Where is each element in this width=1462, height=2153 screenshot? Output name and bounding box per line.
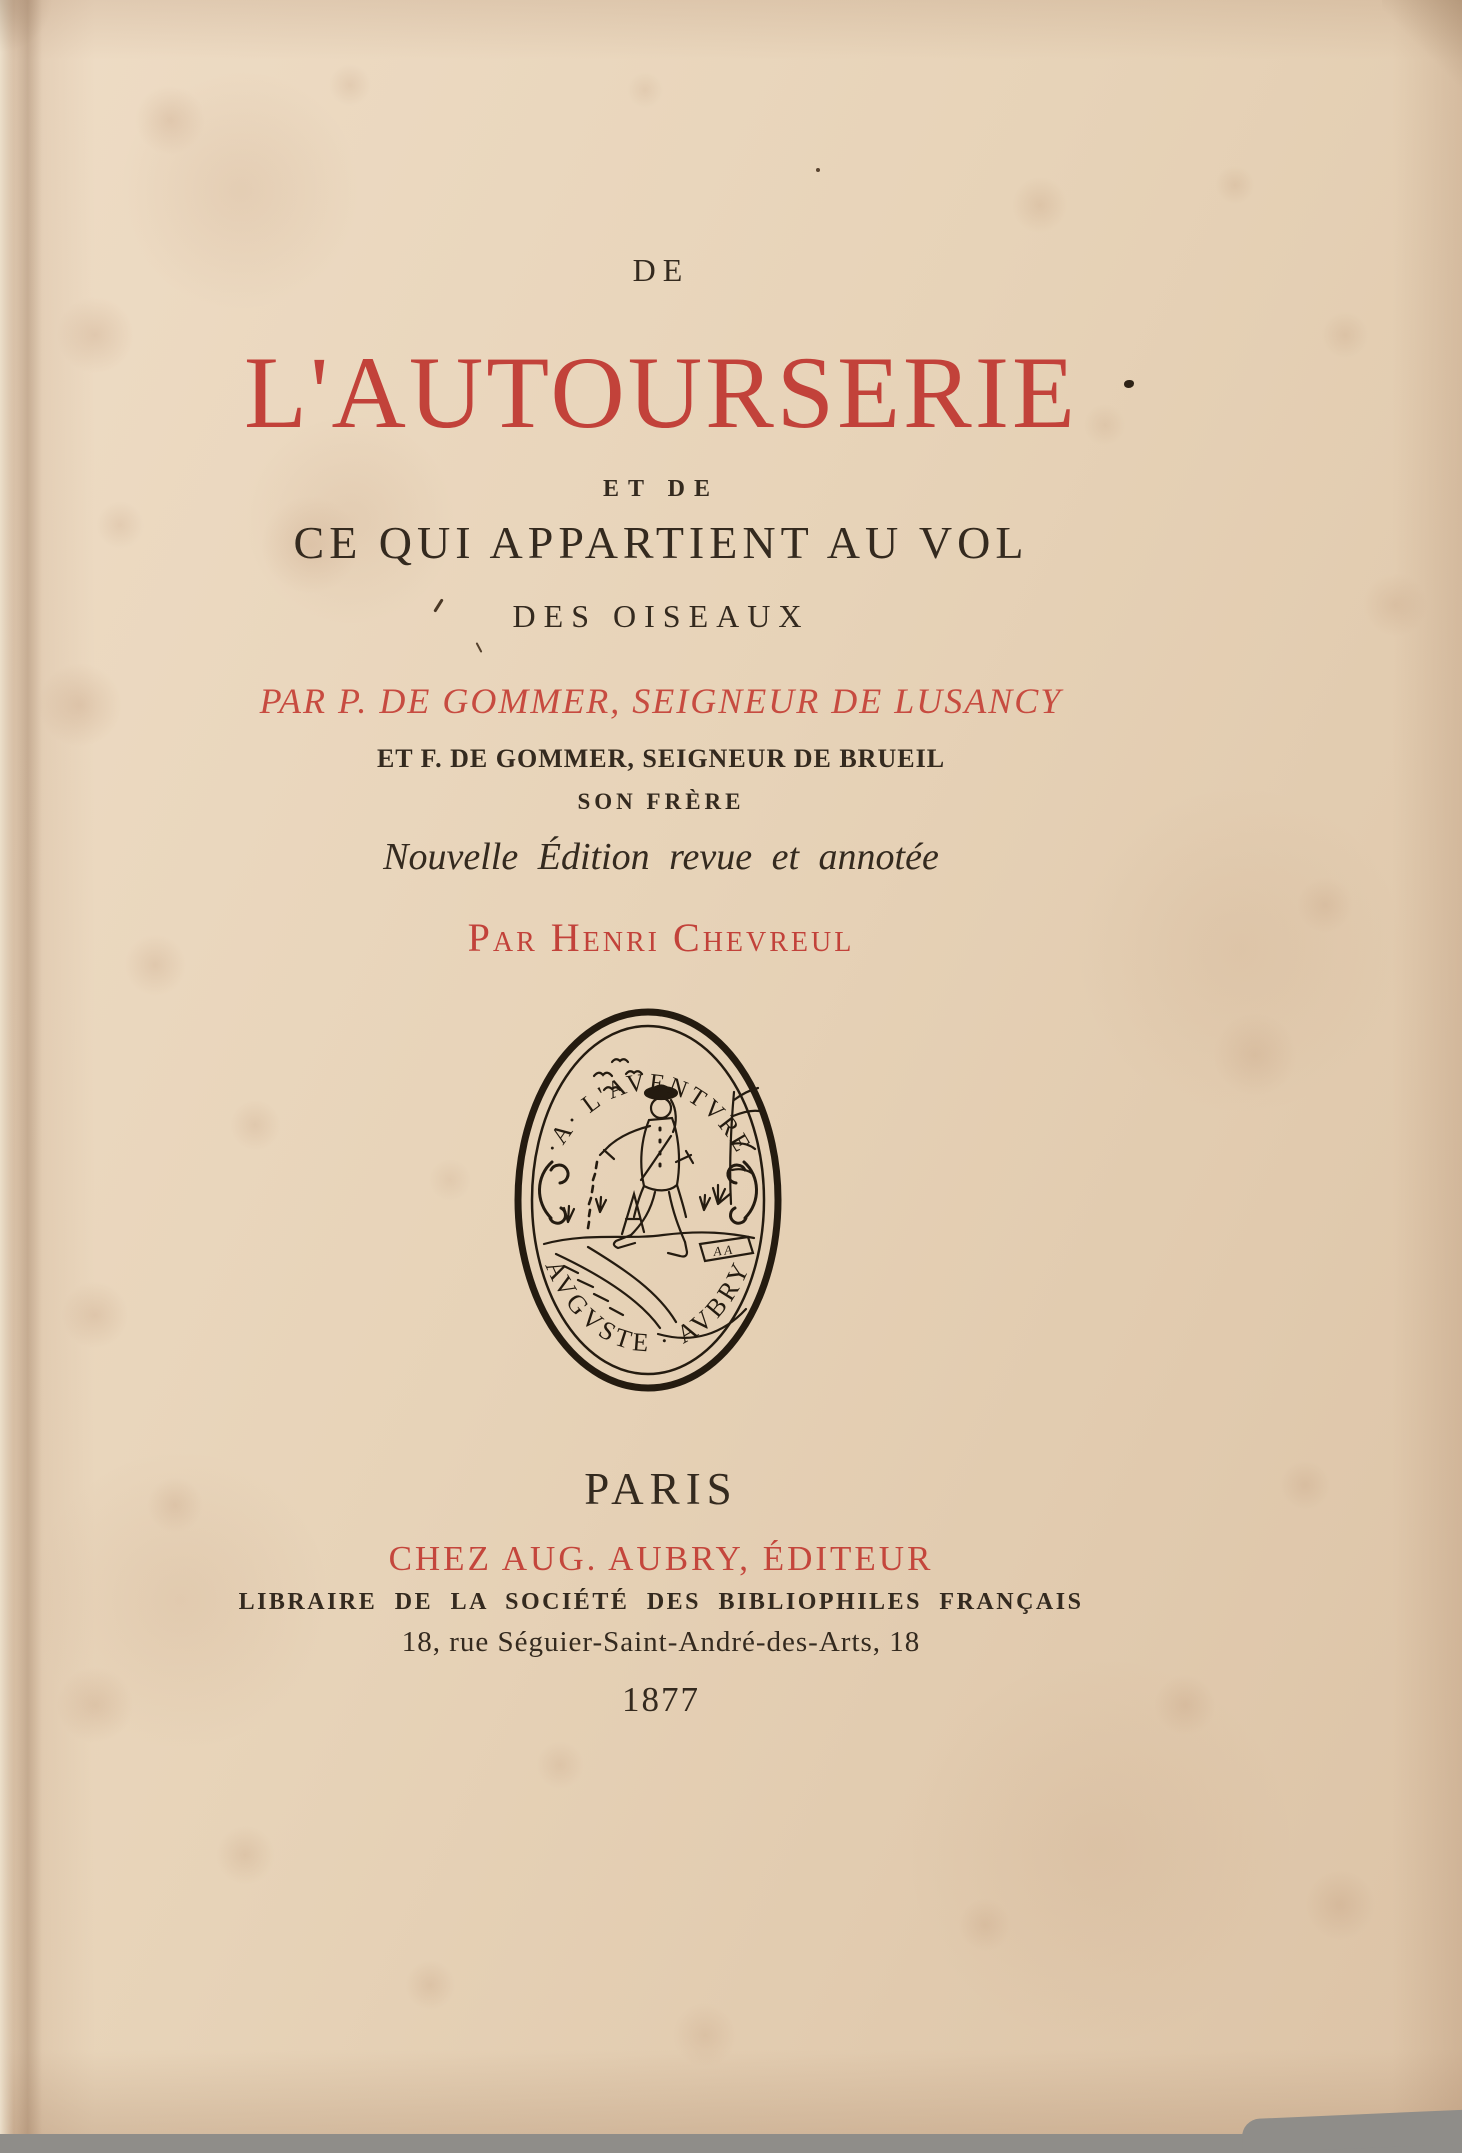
corner-shadow-top-left [0, 0, 70, 90]
title-word-de: DE [632, 252, 690, 288]
emblem-scroll-right [728, 1162, 757, 1223]
printer-initials: A A [712, 1241, 733, 1259]
background-corner-bottom-right [1241, 2109, 1462, 2153]
printer-device-emblem [508, 1004, 788, 1404]
grass-tuft [700, 1195, 710, 1210]
stray-ink-mark [476, 642, 483, 653]
author-line-relation: SON FRÈRE [577, 789, 745, 814]
editor-name: Par Henri Chevreul [467, 915, 855, 960]
emblem-motto-bottom: AVGVSTE · AVBRY [539, 1255, 757, 1358]
ink-speck [816, 168, 820, 172]
main-title: L'AUTOURSERIE [244, 336, 1078, 450]
falling-seeds [588, 1162, 597, 1228]
emblem-motto-top: ·A· L'AVENTVRE [539, 1069, 757, 1159]
imprint-year: 1877 [622, 1680, 700, 1719]
bird-icon [594, 1073, 612, 1076]
subtitle-second: DES OISEAUX [512, 598, 810, 634]
grass-tuft [596, 1197, 606, 1212]
edition-statement: Nouvelle Édition revue et annotée [383, 836, 939, 878]
bush-strokes [713, 1185, 730, 1204]
imprint-address: 18, rue Séguier-Saint-André-des-Arts, 18 [401, 1626, 921, 1658]
emblem-scroll-left [539, 1162, 568, 1223]
corner-shadow-top-right [1382, 0, 1462, 120]
page-left-crease [16, 0, 42, 2134]
subtitle: CE QUI APPARTIENT AU VOL [293, 517, 1029, 568]
title-word-et-de: ET DE [603, 476, 719, 502]
author-line-primary: PAR P. DE GOMMER, SEIGNEUR DE LUSANCY [259, 681, 1063, 721]
emblem-inner-ring [532, 1026, 764, 1374]
sower-sash [641, 1136, 671, 1180]
sower-cuff [604, 1150, 614, 1159]
author-line-secondary: ET F. DE GOMMER, SEIGNEUR DE BRUEIL [376, 744, 946, 773]
stick-frame [622, 1194, 644, 1234]
imprint-publisher: CHEZ AUG. AUBRY, ÉDITEUR [388, 1539, 934, 1578]
sower-head [651, 1098, 671, 1118]
imprint-city: PARIS [584, 1464, 738, 1514]
imprint-role: LIBRAIRE DE LA SOCIÉTÉ DES BIBLIOPHILES FRANÇAIS [238, 1589, 1084, 1615]
bird-icon [612, 1059, 628, 1062]
sower-boot-right [668, 1242, 687, 1257]
page-left-edge [0, 0, 14, 2134]
